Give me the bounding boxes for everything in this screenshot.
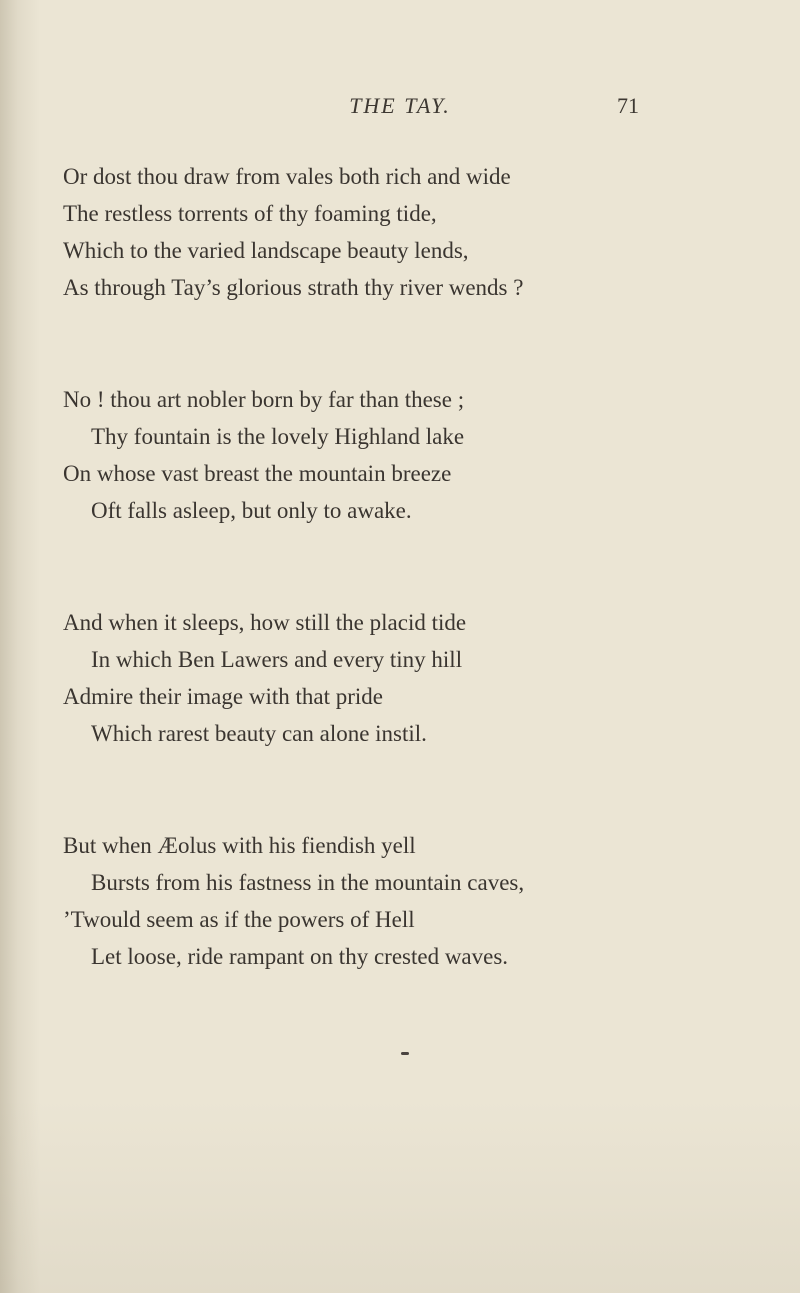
poem-line: As through Tay’s glorious strath thy river wends ? [63,275,524,300]
ink-speck [401,1052,409,1055]
poem-line: Thy fountain is the lovely Highland lake [91,424,465,449]
stanza [63,381,763,529]
running-title: THE TAY. [349,93,451,118]
poem-line: On whose vast breast the mountain breeze [63,461,452,486]
poem-line: Which rarest beauty can alone instil. [91,721,427,746]
poem-line: Admire their image with that pride [63,684,383,709]
poem-line: No ! thou art nobler born by far than these ; [63,387,465,412]
poem-line: Or dost thou draw from vales both rich and wide [63,164,511,189]
stanza [63,604,763,752]
poem-line: Oft falls asleep, but only to awake. [91,498,412,523]
poem-line: Let loose, ride rampant on thy crested waves. [91,944,509,969]
poem-line: Bursts from his fastness in the mountain caves, [91,870,525,895]
poem-line: And when it sleeps, how still the placid tide [63,610,467,635]
poem-line: But when Æolus with his fiendish yell [63,833,416,858]
poem-line: Which to the varied landscape beauty lends, [63,238,469,263]
poem-line: The restless torrents of thy foaming tide, [63,201,437,226]
stanza [63,158,763,306]
poem [63,158,763,1050]
poem-line: In which Ben Lawers and every tiny hill [91,647,463,672]
poem-line: ’Twould seem as if the powers of Hell [63,907,415,932]
stanza [63,827,763,975]
page-number: 71 [617,93,639,118]
